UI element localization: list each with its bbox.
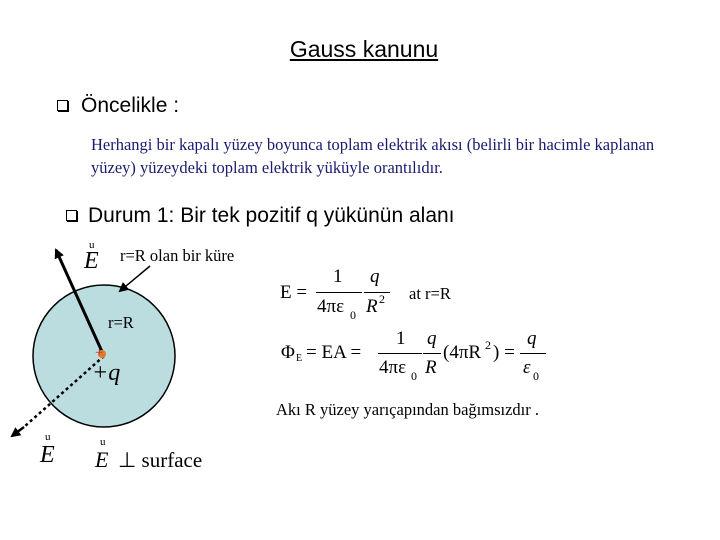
eq2-paren-close: ) =	[493, 342, 515, 363]
eq2-paren: (4πR	[443, 342, 482, 363]
eq1-fraction-bar	[316, 292, 362, 293]
eq1-denominator: 4πε	[317, 296, 345, 317]
eq2-fraction-bar	[378, 353, 422, 354]
field-symbol-E: E	[84, 248, 99, 274]
conclusion-text: Akı R yüzey yarıçapından bağımsızdır .	[276, 400, 540, 419]
eq1-subscript: 0	[350, 308, 356, 322]
eq2-rhs-eps: ε	[523, 357, 531, 378]
vector-mark: u	[45, 431, 51, 443]
eq1-lhs: E =	[280, 282, 308, 303]
eq2-numerator: 1	[396, 328, 406, 349]
vector-mark: u	[100, 436, 106, 448]
eq1-q: q	[370, 266, 380, 287]
eq2-rhs-subscript: 0	[533, 369, 539, 383]
eq2-superscript: 2	[485, 338, 491, 352]
radius-label: r=R	[108, 313, 134, 332]
eq2-R: R	[425, 357, 437, 378]
bullet-heading-1: Öncelikle :	[81, 94, 180, 117]
vector-mark: u	[89, 239, 95, 251]
eq2-fraction-bar-2	[423, 353, 441, 354]
eq2-phi: Φ	[281, 342, 295, 363]
eq2-subscript: 0	[411, 369, 417, 383]
field-vector-arrow-lower	[12, 427, 24, 436]
definition-paragraph: Herhangi bir kapalı yüzey boyunca toplam elektrik akısı (belirli bir hacimle kaplanan yüzey) yüzeydeki toplam elektrik yüküyle orantılıdır.	[91, 135, 655, 177]
perpendicular-surface-label: ⊥ surface	[118, 448, 203, 472]
slide-title: Gauss kanunu	[289, 36, 439, 62]
eq1-numerator: 1	[333, 266, 343, 287]
charge-plus: +	[95, 345, 104, 361]
bullet-square-icon	[57, 100, 68, 111]
eq2-denominator: 4πε	[379, 357, 407, 378]
eq2-fraction-bar-3	[520, 353, 546, 354]
field-symbol-E-perp: E	[95, 447, 109, 472]
eq1-superscript: 2	[379, 292, 385, 306]
eq1-fraction-bar-2	[364, 292, 390, 293]
sphere-pointer-arrow	[120, 266, 150, 291]
bullet-square-icon	[66, 210, 77, 221]
bullet-heading-2: Durum 1: Bir tek pozitif q yükünün alanı	[88, 204, 455, 227]
eq2-q: q	[427, 328, 437, 349]
eq2-rhs-q: q	[527, 328, 537, 349]
eq2-EA: = EA =	[306, 342, 362, 363]
eq1-R: R	[366, 296, 378, 317]
eq2-phi-subscript: E	[296, 353, 303, 364]
sphere-label: r=R olan bir küre	[120, 246, 235, 265]
eq1-note: at r=R	[409, 284, 451, 303]
charge-label: +q	[92, 360, 121, 386]
field-symbol-E-lower: E	[40, 442, 55, 468]
